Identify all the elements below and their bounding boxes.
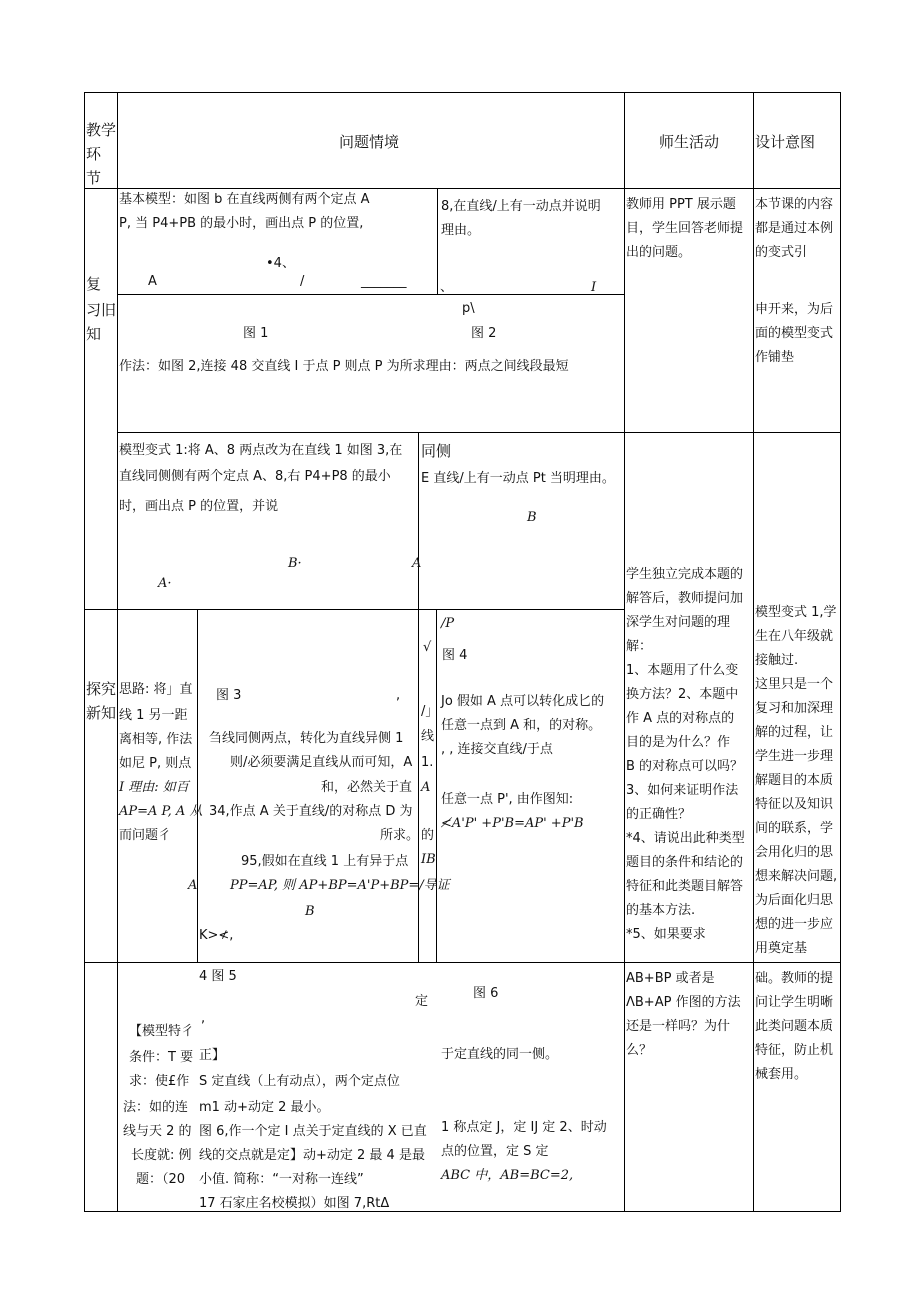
figure-mark: B [527, 510, 537, 525]
method-text: 则/必须要满足直线从而可知，A [230, 755, 413, 770]
figure-mark: , [396, 688, 401, 703]
feature-text: 法：如的连 [123, 1100, 189, 1115]
feature-text: 题：（20 [136, 1172, 186, 1187]
intent-text: 会用化归的思 [755, 845, 834, 860]
intent-text: 申开来，为后 [755, 302, 834, 317]
example-text: ABC 中，AB=BC=2, [441, 1168, 574, 1183]
fragment-text: 1. [421, 755, 434, 770]
rule-row2-colc1 [418, 609, 419, 962]
intent-text: 特征，防止机 [755, 1043, 834, 1058]
activity-text: 解： [626, 639, 653, 654]
rule-row1-mid [117, 294, 624, 295]
activity-text: 3、如何来证明作法 [626, 783, 739, 798]
fragment-text: 定 [415, 994, 429, 1009]
figure-mark: A· [158, 576, 172, 591]
activity-text: 作 A 点的对称点的 [626, 711, 735, 726]
feature-text: 【模型特彳 [129, 1024, 195, 1039]
feature-text: 点的位置，定 S 定 [441, 1144, 549, 1159]
intent-text: 作铺垫 [755, 350, 795, 365]
feature-text: 于定直线的同一侧。 [441, 1047, 559, 1062]
basic-model-text: 基本模型：如图 b 在直线两侧有两个定点 A [119, 192, 370, 207]
activity-text: 解答后，教师提问加 [626, 591, 744, 606]
figure-caption: 图 1 [243, 326, 269, 341]
intent-text: 学生进一步理 [755, 749, 834, 764]
stage-label: 探究 [86, 680, 117, 698]
feature-text: 线与天 2 的 [123, 1124, 192, 1139]
stage-label: 习旧 [86, 301, 117, 319]
variant-right-text: 同侧 [421, 442, 452, 460]
activity-text: B 的对称点可以吗？ [626, 759, 744, 774]
figure-mark: 、 [440, 280, 454, 295]
rule-row2-colc2 [436, 609, 437, 962]
intent-text: 想来解决问题, [755, 869, 838, 884]
intent-text: 这里只是一个 [755, 677, 834, 692]
figure-mark: p\ [462, 301, 475, 316]
intent-text: 复习和加深理 [755, 701, 834, 716]
method-text: 作法：如图 2,连接 48 交直线 I 于点 P 则点 P 为所求理由：两点之间线段最短 [119, 359, 569, 374]
variant-text: 模型变式 1:将 A、8 两点改为在直线 1 如图 3,在 [119, 443, 403, 458]
idea-text: 而问题彳 [119, 828, 172, 843]
rule-row2-split [418, 432, 419, 609]
intent-text: 本节课的内容 [755, 197, 834, 212]
fragment-text: IB [421, 852, 436, 867]
figure-mark: _______ [361, 274, 407, 289]
stage-label: 复 [86, 275, 102, 293]
intent-text: 用奠定基 [755, 941, 808, 956]
rule-row1-split [437, 188, 438, 294]
rule-col2 [624, 92, 625, 1212]
header-stage-1: 教学 [86, 121, 117, 139]
feature-text: 长度就: 例 [131, 1148, 192, 1163]
feature-text: 条件：T 要 [129, 1050, 194, 1065]
intent-text: 面的模型变式 [755, 326, 834, 341]
variant-text: 时，画出点 P 的位置，并说 [119, 499, 279, 514]
intent-text: 础。教师的提 [755, 971, 834, 986]
method-text: 刍线同侧两点，转化为直线异侧 1 [209, 731, 404, 746]
figure-mark: A [412, 556, 422, 571]
activity-text: 么？ [626, 1043, 653, 1058]
variant-right-text: E 直线/上有一动点 Pt 当明理由。 [421, 471, 615, 486]
method-text: 34,作点 A 关于直线/的对称点 D 为 [209, 804, 413, 819]
method-text: 95,假如在直线 1 上有异于点 [241, 854, 409, 869]
activity-text: 深学生对问题的理 [626, 615, 731, 630]
figure-caption: 图 6 [473, 986, 499, 1001]
feature-text: 求：使£作 [129, 1074, 190, 1089]
activity-text: *4、请说出此种类型 [626, 831, 745, 846]
header-activity: 师生活动 [659, 133, 720, 151]
variant-text: 直线同侧侧有两个定点 A、8,右 P4+P8 的最小 [119, 469, 391, 484]
figure-mark: •4、 [266, 256, 295, 271]
activity-text: 教师用 PPT 展示题 [626, 197, 736, 212]
feature-text: 线的交点就是定】动+动定 2 最 4 是最 [199, 1148, 425, 1163]
proof-text: ≮A'P' +P'B=AP' +P'B [441, 816, 584, 831]
feature-text: S 定直线（上有动点），两个定点位 [199, 1074, 400, 1089]
feature-text: 图 6,作一个定 I 点关于定直线的 X 已直 [199, 1124, 427, 1139]
figure-mark: A [188, 878, 198, 893]
stage-label: 知 [86, 325, 102, 343]
activity-text: *5、如果要求 [626, 927, 706, 942]
rule-row2-mid [84, 609, 624, 610]
stage-label: 新知 [86, 704, 117, 722]
figure-caption: 图 4 [442, 648, 468, 663]
fragment-text: /」 [421, 704, 439, 719]
idea-text: 思路: 将」直 [119, 682, 193, 697]
feature-text: m1 动+动定 2 最小。 [199, 1100, 330, 1115]
activity-text: 目，学生回答老师提 [626, 221, 744, 236]
rule-row2-bottom [84, 962, 841, 963]
rule-row1-bottom [117, 432, 841, 433]
rule-right [840, 92, 841, 1212]
intent-text: 为后面化归思 [755, 893, 834, 908]
rule-col1 [117, 92, 118, 1212]
activity-text: 换方法？2、本题中 [626, 687, 739, 702]
idea-text: 离相等, 作法 [119, 732, 193, 747]
fragment-text: √ [423, 640, 432, 655]
feature-text: 小值. 简称：“一对称一连线” [199, 1172, 364, 1187]
header-intent: 设计意图 [755, 133, 816, 151]
intent-text: 想的进一步应 [755, 917, 834, 932]
activity-text: AB+BP 或者是 [626, 971, 715, 986]
header-stage-3: 节 [86, 169, 102, 187]
proof-text: , , 连接交直线/于点 [441, 742, 553, 757]
basic-model-text: P, 当 P4+PB 的最小时，画出点 P 的位置, [119, 216, 364, 231]
method-text: PP=AP, 则 AP+BP=A'P+BP=/导证 [230, 878, 450, 893]
rule-left [84, 92, 85, 1212]
feature-text: 正】 [199, 1048, 226, 1063]
fragment-text: 的 [421, 828, 435, 843]
activity-text: 特征和此类题目解答 [626, 879, 744, 894]
feature-text: 1 称点定 J，定 IJ 定 2、时动 [441, 1120, 607, 1135]
header-context: 问题情境 [339, 133, 400, 151]
activity-text: 的正确性？ [626, 807, 692, 822]
proof-text: 任意一点到 A 和，的对称。 [441, 718, 602, 733]
figure-mark: I [591, 280, 597, 295]
idea-text: 线 1 另一距 [119, 708, 188, 723]
figure-caption: 4 图 5 [199, 969, 237, 984]
example-text: 17 石家庄名校模拟）如图 7,RtΔ [199, 1196, 390, 1211]
intent-text: 间的联系，学 [755, 821, 834, 836]
intent-text: 接触过. [755, 653, 799, 668]
activity-text: 题目的条件和结论的 [626, 855, 744, 870]
figure-mark: A [148, 274, 157, 289]
method-text: 所求。 [380, 828, 420, 843]
intent-text: 的变式引 [755, 245, 808, 260]
header-stage-2: 环 [86, 145, 102, 163]
activity-text: 学生独立完成本题的 [626, 567, 744, 582]
right-question-text: 8,在直线/上有一动点并说明 [441, 199, 601, 214]
activity-text: 还是一样吗？为什 [626, 1019, 731, 1034]
rule-bottom [84, 1211, 841, 1212]
idea-text: AP=A P, A 从 [119, 804, 203, 819]
right-question-text: 理由。 [441, 223, 481, 238]
rule-col3 [753, 92, 754, 1212]
figure-mark: /P [441, 616, 455, 631]
intent-text: 生在八年级就 [755, 629, 834, 644]
intent-text: 特征以及知识 [755, 797, 834, 812]
idea-text: I 理由: 如百 [119, 780, 189, 795]
proof-text: 任意一点 P', 由作图知: [441, 792, 574, 807]
method-text: K>≮, [199, 928, 234, 943]
activity-text: 出的问题。 [626, 245, 692, 260]
activity-text: ΛB+AP 作图的方法 [626, 995, 741, 1010]
figure-mark: B [305, 904, 315, 919]
intent-text: 解题目的本质 [755, 773, 834, 788]
fragment-text: A [421, 780, 431, 795]
proof-text: Jo 假如 A 点可以转化成匕的 [441, 694, 605, 709]
intent-text: 解的过程，让 [755, 725, 834, 740]
rule-row2-cola [197, 609, 198, 962]
idea-text: 如尼 P, 则点 [119, 756, 192, 771]
figure-caption: 图 2 [471, 326, 497, 341]
figure-caption: 图 3 [216, 688, 242, 703]
fragment-text: , [201, 1011, 206, 1026]
activity-text: 目的是为什么？作 [626, 735, 731, 750]
method-text: 和，必然关于直 [321, 780, 413, 795]
intent-text: 模型变式 1,学 [755, 605, 837, 620]
figure-mark: / [300, 274, 305, 289]
rule-top [84, 92, 841, 93]
activity-text: 1、本题用了什么变 [626, 663, 739, 678]
intent-text: 问让学生明晰 [755, 995, 834, 1010]
intent-text: 都是通过本例 [755, 221, 834, 236]
intent-text: 此类问题本质 [755, 1019, 834, 1034]
intent-text: 械套用。 [755, 1067, 808, 1082]
fragment-text: 线 [421, 729, 435, 744]
figure-mark: B· [288, 556, 302, 571]
activity-text: 的基本方法. [626, 903, 696, 918]
